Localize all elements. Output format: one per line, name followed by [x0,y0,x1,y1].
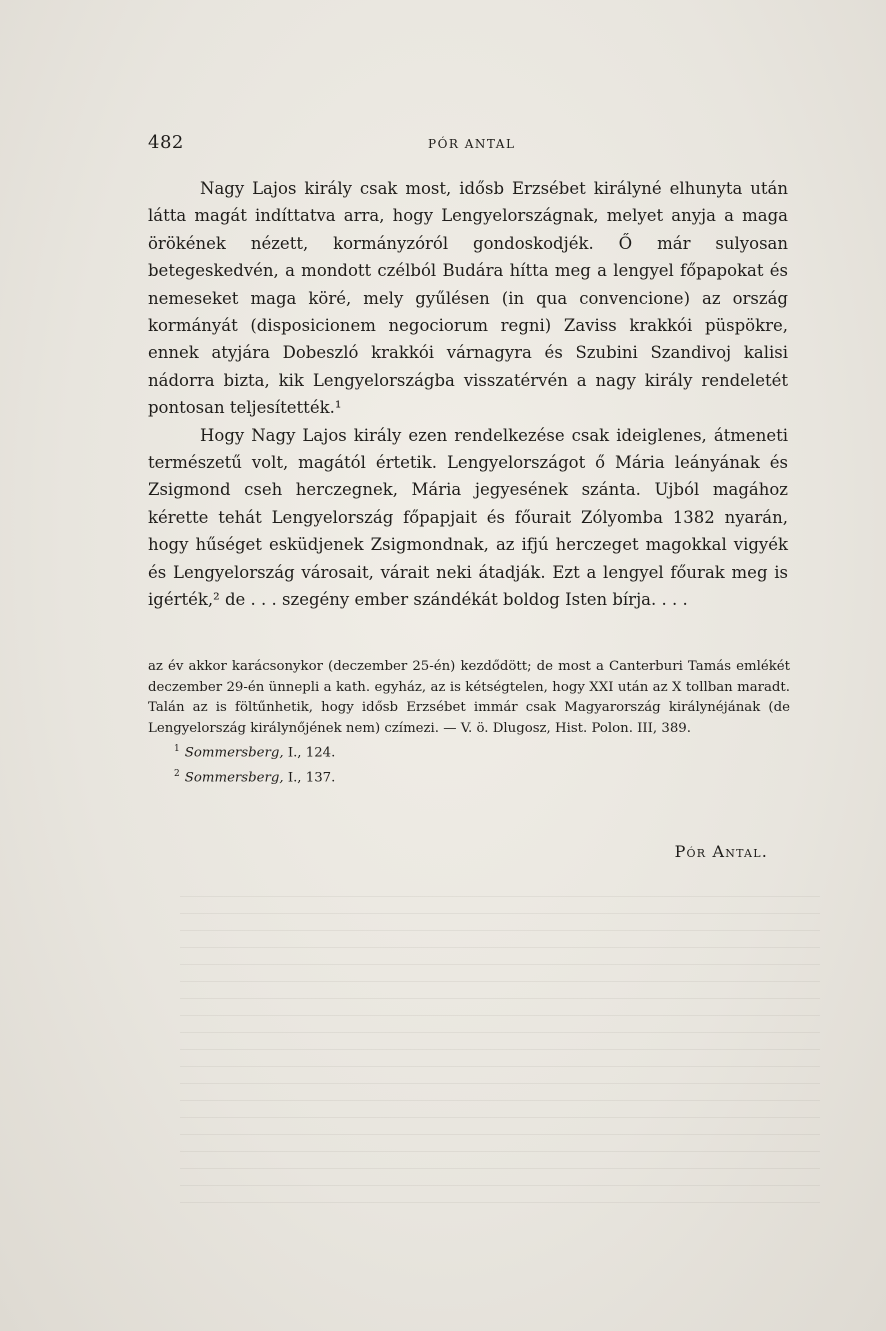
footnote-source: Sommersberg, [184,745,284,761]
bleed-through-texture [180,880,820,1210]
footnote-marker: 2 [174,768,180,779]
paragraph: Hogy Nagy Lajos király ezen rendelkezése csak ideiglenes, átmeneti természetű volt, magától értetik. Lengyelországot ő Mária leányának és Zsigmond cseh herczegnek, Mária jegyesének szánta. Ujból magához kérette tehát Lengyelország főpapjait és főurait Zólyomba 1382 nyarán, hogy hűséget esküdjenek Zsigmondnak, az ifjú herczeget magokkal vigyék és Lengyelország városait, várait neki átadják. Ezt a lengyel főurak meg is igérték,² de . . . szegény ember szándékát boldog Isten bírja. . . . [148,425,788,610]
author-signature: Pór Antal. [674,842,768,861]
footnote-reference: I., 137. [283,770,336,786]
footnote [148,739,790,764]
paragraph: Nagy Lajos király csak most, idősb Erzsébet királyné elhunyta után látta magát indíttatva arra, hogy Lengyelországnak, melyet anyja a maga örökének nézett, kormányzóról gondoskodjék. Ő már sulyosan betegeskedvén, a mondott czélból Budára hítta meg a lengyel főpapokat és nemeseket maga köré, mely gyűlésen (in qua convencione) az ország kormányát (disposicionem negociorum regni) Zaviss krakkói püspökre, ennek atyjára Dobeszló krakkói várnagyra és Szubini Szandivoj kalisi nádorra bizta, kik Lengyelországba visszatérvén a nagy király rendeletét pontosan teljesítették.¹ [148,179,788,418]
footnotes [148,657,790,789]
footnote-reference: I., 124. [283,745,336,761]
page-header [148,132,788,160]
footnote-source: Sommersberg, [184,770,284,786]
footnote [148,764,790,789]
main-text [148,175,788,614]
footnote-marker: 1 [174,744,180,754]
page-number: 482 [148,132,184,153]
footnote-continuation: az év akkor karácsonykor (deczember 25-én) kezdődött; de most a Canterburi Tamás emlékét deczember 29-én ünnepli a kath. egyház, az is kétségtelen, hogy XXI után az X tollban maradt. Talán az is föltűnhetik, hogy idősb Erzsébet immár csak Magyarország királynéjának (de Lengyelország királynőjének nem) czímezi. — V. ö. Dlugosz, Hist. Polon. III, 389. [148,659,790,736]
running-head: PÓR ANTAL [428,137,516,151]
